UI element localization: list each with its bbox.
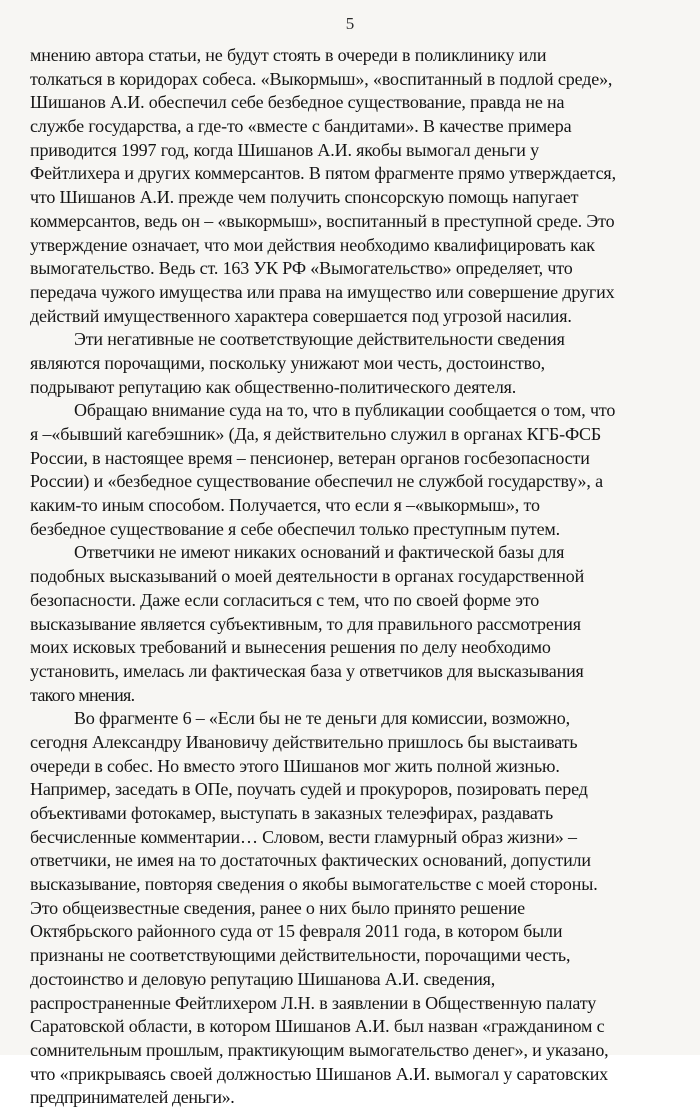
text-line: что «прикрываясь своей должностью Шишанов А.И. вымогал у саратовских [30,1063,609,1084]
paragraph-first-line: Ответчики не имеют никаких оснований и фактической базы для [74,542,565,563]
text-line: очереди в собес. Но вместо этого Шишанов мог жить полной жизнью. [30,755,560,776]
text-line: признаны не соответствующими действительности, порочащими честь, [30,945,571,966]
text-line: Например, заседать в ОПе, поучать судей и прокуроров, позировать перед [30,779,588,800]
text-line: утверждение означает, что мои действия необходимо квалифицировать как [30,234,595,255]
text-line: вымогательство. Ведь ст. 163 УК РФ «Вымогательство» определяет, что [30,258,573,279]
text-line: толкаться в коридорах собеса. «Выкормыш», «воспитанный в подлой среде», [30,68,613,89]
text-line: мнению автора статьи, не будут стоять в очереди в поликлинику или [30,45,547,65]
text-line: установить, имелась ли фактическая база у ответчиков для высказывания [30,660,584,681]
paragraph-first-line: Во фрагменте 6 – «Если бы не те деньги для комиссии, возможно, [74,708,570,729]
text-line: я –«бывший кагебэшник» (Да, я действительно служил в органах КГБ-ФСБ [30,424,602,444]
text-line: подрывают репутацию как общественно-политического деятеля. [30,376,517,397]
text-line: объективами фотокамер, выступать в заказных телеэфирах, раздавать [30,803,554,823]
text-line: являются порочащими, поскольку унижают мои честь, достоинство, [30,352,546,373]
text-line: высказывание, повторяя сведения о якобы вымогательстве с моей стороны. [30,874,598,895]
page-number: 5 [345,14,355,33]
text-line: подобных высказываний о моей деятельности в органах государственной [30,566,585,587]
text-line: высказывание является субъективным, то для правильного рассмотрения [30,613,581,634]
text-line: сомнительным прошлым, практикующим вымогательство денег», и указано, [30,1039,609,1060]
text-line: Это общеизвестные сведения, ранее о них было принято решение [30,897,525,918]
text-line: Фейтлихера и других коммерсантов. В пятом фрагменте прямо утверждается, [30,163,616,184]
text-line: сегодня Александру Ивановичу действительно пришлось бы выстаивать [30,731,578,752]
text-line: передача чужого имущества или права на имущество или совершение других [30,281,615,302]
text-line: безопасности. Даже если согласиться с тем, что по своей форме это [30,589,540,610]
paragraph-first-line: Обращаю внимание суда на то, что в публикации сообщается о том, что [74,400,616,421]
text-line: ответчики, не имея на то достаточных фактических оснований, допустили [30,850,591,871]
text-line: Шишанов А.И. обеспечил себе безбедное существование, правда не на [30,92,565,113]
text-line: бесчисленные комментарии… Словом, вести гламурный образ жизни» – [30,826,577,847]
paragraph-first-line: Эти негативные не соответствующие действительности сведения [74,329,565,350]
text-line: безбедное существование я себе обеспечил только преступным путем. [30,518,561,539]
text-line: действий имущественного характера совершается под угрозой насилия. [30,305,572,326]
text-line: России, в настоящее время – пенсионер, ветеран органов госбезопасности [30,447,590,468]
text-line: Саратовской области, в котором Шишанов А.И. был назван «гражданином с [30,1016,605,1037]
text-line: что Шишанов А.И. прежде чем получить спонсорскую помощь напугает [30,187,579,208]
text-line: предпринимателей деньги». [30,1087,235,1108]
text-line: Октябрьского районного суда от 15 февраля 2011 года, в котором были [30,921,563,942]
text-line: службе государства, а где-то «вместе с бандитами». В качестве примера [30,116,572,137]
text-line: моих исковых требований и вынесения решения по делу необходимо [30,637,551,658]
text-line: приводится 1997 год, когда Шишанов А.И. якобы вымогал деньги у [30,139,539,160]
text-line: каким-то иным способом. Получается, что если я –«выкормыш», то [30,495,540,516]
text-line: России) и «безбедное существование обеспечил не службой государству», а [30,471,603,492]
document-body [30,44,680,1110]
text-line: такого мнения. [30,684,135,705]
text-line: распространенные Фейтлихером Л.Н. в заявлении в Общественную палату [30,992,597,1013]
text-line: коммерсантов, ведь он – «выкормыш», воспитанный в преступной среде. Это [30,210,615,231]
text-line: достоинство и деловую репутацию Шишанова А.И. сведения, [30,968,496,989]
